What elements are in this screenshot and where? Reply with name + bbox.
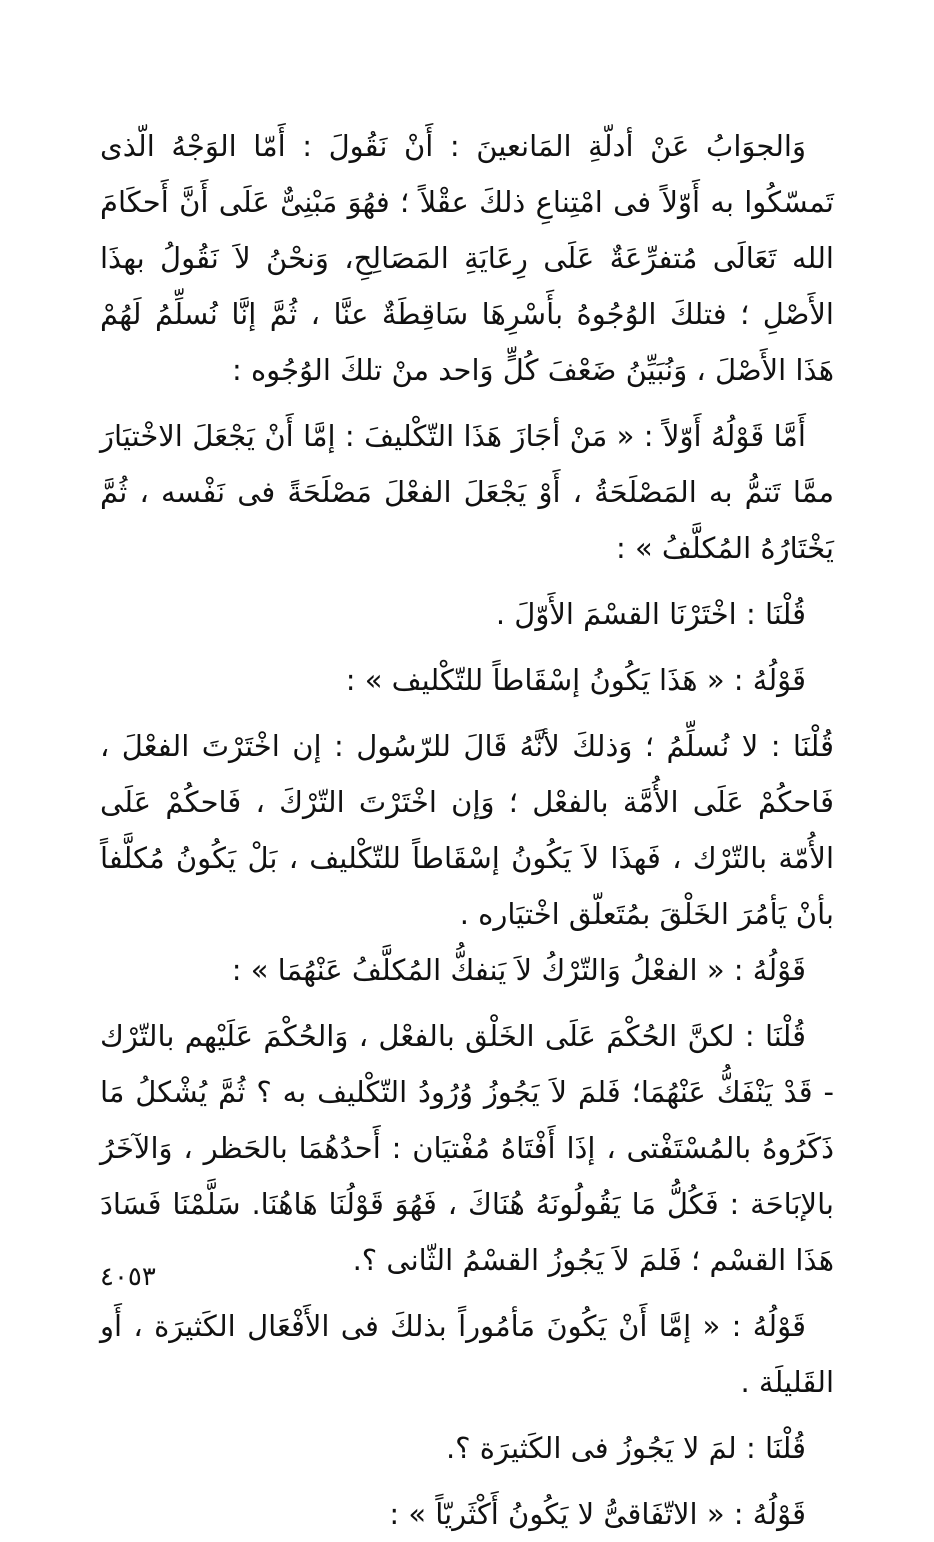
paragraph-quote-action: قَوْلُهُ : « الفعْلُ وَالتّرْكُ لاَ يَنفكُّ المُكلَّفُ عَنْهُمَا » : bbox=[231, 953, 806, 987]
paragraph-first-argument: أَمَّا قَوْلُهُ أَوّلاً : « مَنْ أجَازَ هَذَا التّكْليفَ : إمَّا أَنْ يَجْعَلَ الاخْتيَارَ ممَّا تَتمُّ به المَصْلَحَةُ ، أَوْ يَجْعَلَ الفعْلَ مَصْلَحَةً فى نَفْسه ، ثُمَّ يَخْتَارُهُ المُكلَّفُ » : bbox=[100, 419, 834, 565]
paragraph-quote-coincidence: قَوْلُهُ : « الاتّفَاقىُّ لا يَكُونُ أَكْثَريّاً » : bbox=[389, 1497, 806, 1531]
paragraph-quote-dropping: قَوْلُهُ : « هَذَا يَكُونُ إسْقَاطاً للتّكْليف » : bbox=[345, 663, 806, 697]
paragraph-quote-many: قَوْلُهُ : « إمَّا أَنْ يَكُونَ مَأمُوراً بذلكَ فى الأَفْعَال الكَثيرَة ، أَو القَليلَة . bbox=[100, 1309, 834, 1399]
paragraph-reply-intro: وَالجوَابُ عَنْ أدلّةِ المَانعينَ : أَنْ نَقُولَ : أَمّا الوَجْهُ الّذى تَمسّكُوا به أَوّلاً فى امْتِناعِ ذلكَ عقْلاً ؛ فهُوَ مَبْنِىٌّ عَلَى أَنَّ أَحكَامَ الله تَعَالَى مُتفرِّعَةٌ عَلَى رِعَايَةِ المَصَالِحِ، وَنحْنُ لاَ نَقُولُ بهذَا الأَصْلِ ؛ فتلكَ الوُجُوهُ بأَسْرِهَا سَاقِطَةٌ عنَّا ، ثُمَّ إنَّا نُسلِّمُ لَهُمْ هَذَا الأَصْلَ ، وَنُبَيِّنُ ضَعْفَ كُلٍّ وَاحد منْ تلكَ الوُجُوه : bbox=[100, 129, 834, 387]
paragraph-reply-action: قُلْنَا : لكنَّ الحُكْمَ عَلَى الخَلْق بالفعْل ، وَالحُكْمَ عَلَيْهم بالتّرْك - قَدْ يَنْفَكُّ عَنْهُمَا؛ فَلمَ لاَ يَجُوزُ وُرُودُ التّكْليف به ؟ ثُمَّ يُشْكلُ مَا ذَكَرُوهُ بالمُسْتَفْتى ، إذَا أَفْتَاهُ مُفْتيَان : أَحدُهُمَا بالحَظر ، وَالآخَرُ بالإبَاحَة : فَكُلُّ مَا يَقُولُونَهُ هُنَاكَ ، فَهُوَ قَوْلُنَا هَاهُنَا. سَلَّمْنَا فَسَادَ هَذَا القسْم ؛ فَلمَ لاَ يَجُوزُ القسْمُ الثّانى ؟. bbox=[100, 1019, 834, 1277]
page-number: ٤٠٥٣ bbox=[100, 1262, 156, 1292]
body-text bbox=[100, 118, 834, 1542]
paragraph-choice-first: قُلْنَا : اخْتَرْنَا القسْمَ الأَوّلَ . bbox=[495, 597, 806, 631]
paragraph-reply-dropping: قُلْنَا : لا نُسلِّمُ ؛ وَذلكَ لأنَّهُ قَالَ للرّسُول : إن اخْتَرْتَ الفعْلَ ، فَاحكُمْ عَلَى الأُمَّة بالفعْل ؛ وَإن اخْتَرْتَ التّرْكَ ، فَاحكُمْ عَلَى الأُمّة بالتّرْك ، فَهذَا لاَ يَكُونُ إسْقَاطاً للتّكْليف ، بَلْ يَكُونُ مُكلَّفاً بأنْ يَأمُرَ الخَلْقَ بمُتَعلّق اخْتيَاره . bbox=[100, 729, 834, 931]
paragraph-reply-many: قُلْنَا : لمَ لا يَجُوزُ فى الكَثيرَة ؟. bbox=[445, 1431, 806, 1465]
